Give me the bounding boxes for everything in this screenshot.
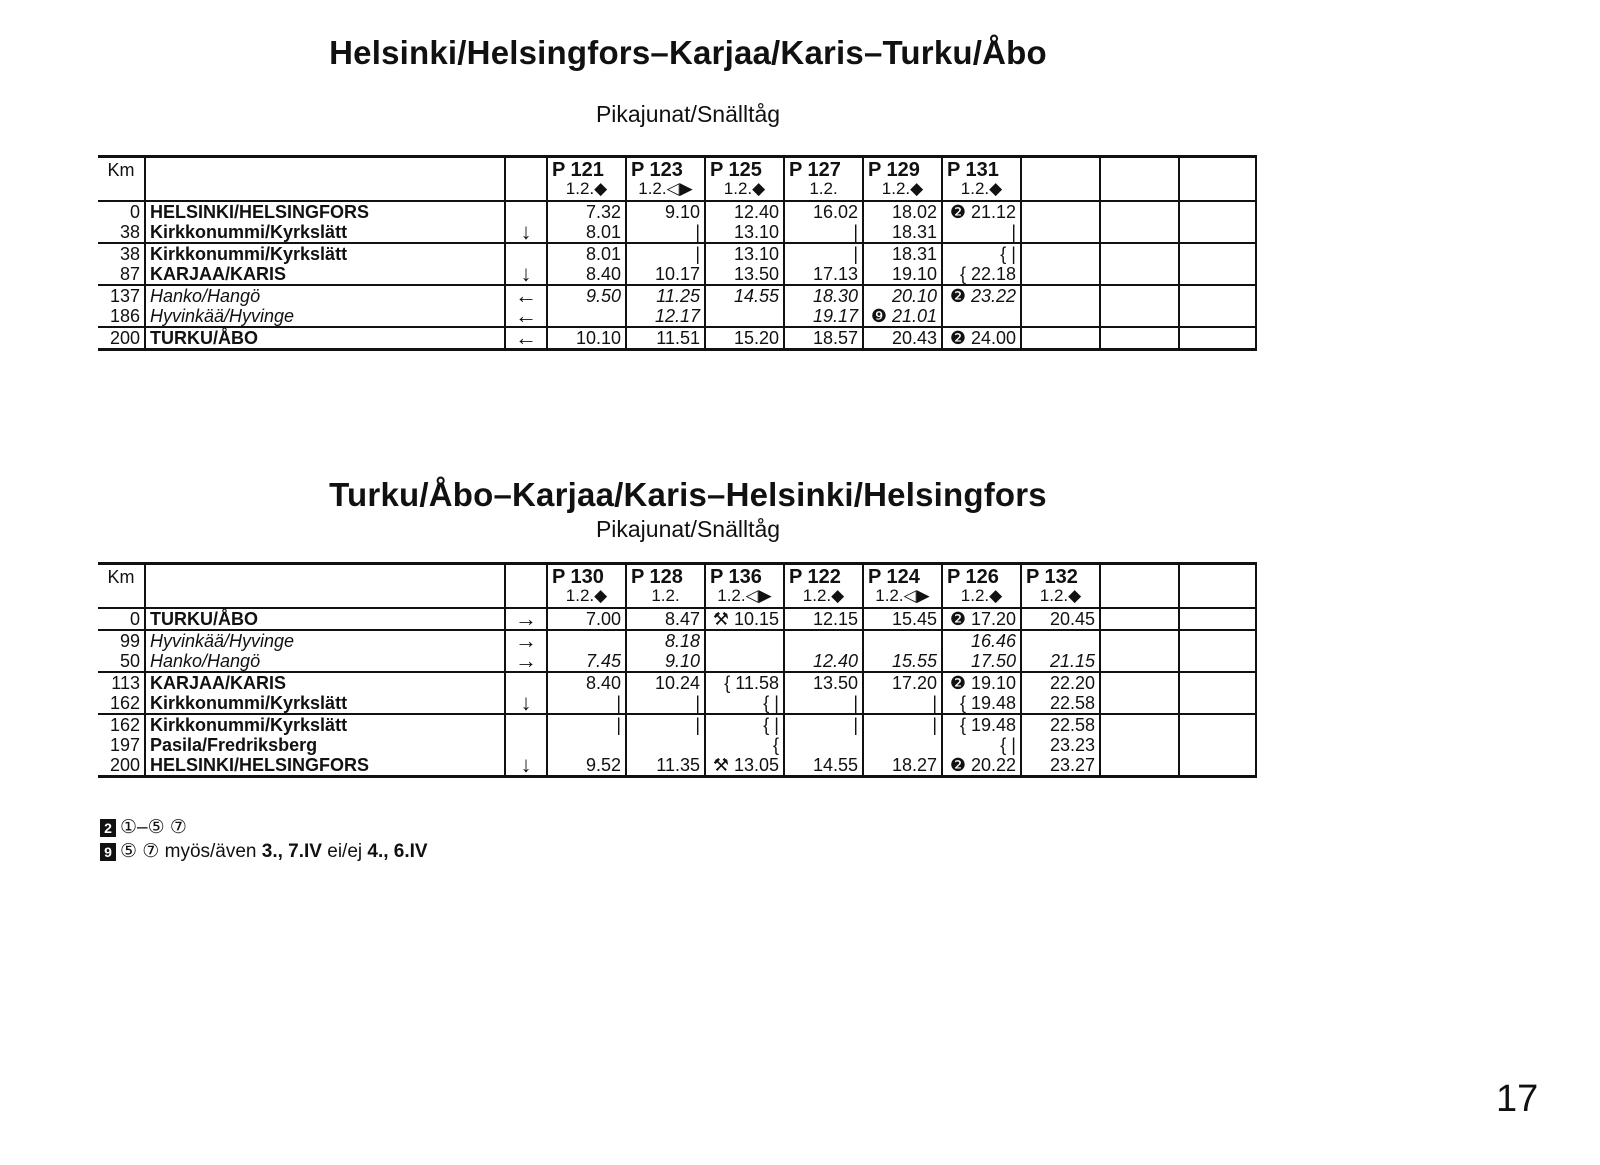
page-number: 17 xyxy=(1496,1078,1539,1120)
empty-cell xyxy=(1100,264,1179,285)
direction-arrow: ← xyxy=(505,327,547,350)
train-header xyxy=(942,157,1021,202)
time-cell: 21.15 xyxy=(1021,651,1100,672)
train-header xyxy=(784,157,863,202)
empty-cell xyxy=(1100,735,1179,755)
train-header xyxy=(1021,564,1100,609)
time-cell: 10.17 xyxy=(626,264,705,285)
arrow-header xyxy=(505,157,547,202)
time-cell: 11.25 xyxy=(626,285,705,306)
time-cell xyxy=(784,630,863,651)
table1-subtitle: Pikajunat/Snälltåg xyxy=(595,101,781,127)
empty-cell xyxy=(1179,630,1256,651)
footnote-text: ⑤ ⑦ myös/även xyxy=(120,841,262,862)
train-header xyxy=(547,564,626,609)
direction-arrow xyxy=(505,201,547,222)
time-cell xyxy=(705,630,784,651)
time-cell: { | xyxy=(705,714,784,735)
table-row xyxy=(98,201,1256,222)
train-class: 1.2.◆ xyxy=(881,179,924,198)
empty-header xyxy=(1179,157,1256,202)
km-cell: 200 xyxy=(98,327,145,350)
train-class: 1.2. xyxy=(651,586,680,605)
time-cell: 14.55 xyxy=(705,285,784,306)
station-name: Kirkkonummi/Kyrkslätt xyxy=(145,222,505,243)
empty-cell xyxy=(1100,755,1179,777)
arrow-header xyxy=(505,564,547,609)
time-cell: ❷ 19.10 xyxy=(942,672,1021,693)
table-row xyxy=(98,651,1256,672)
empty-cell xyxy=(1100,285,1179,306)
time-cell: ⚒ 10.15 xyxy=(705,608,784,630)
station-header xyxy=(145,157,505,202)
table-row xyxy=(98,222,1256,243)
time-cell: 12.17 xyxy=(626,306,705,327)
km-cell: 38 xyxy=(98,243,145,264)
station-name: TURKU/ÅBO xyxy=(145,608,505,630)
time-cell: ❷ 24.00 xyxy=(942,327,1021,350)
time-cell: 20.45 xyxy=(1021,608,1100,630)
direction-arrow xyxy=(505,735,547,755)
time-cell: 12.40 xyxy=(705,201,784,222)
time-cell: ❾ 21.01 xyxy=(863,306,942,327)
empty-cell xyxy=(1100,306,1179,327)
km-cell: 113 xyxy=(98,672,145,693)
station-name: Hanko/Hangö xyxy=(145,651,505,672)
table-row xyxy=(98,693,1256,714)
km-cell: 162 xyxy=(98,714,145,735)
time-cell: | xyxy=(784,222,863,243)
train-class: 1.2.◆ xyxy=(1039,586,1082,605)
time-cell: 18.31 xyxy=(863,243,942,264)
time-cell: { | xyxy=(705,693,784,714)
station-name: TURKU/ÅBO xyxy=(145,327,505,350)
time-cell: ❷ 23.22 xyxy=(942,285,1021,306)
direction-arrow: → xyxy=(505,630,547,651)
time-cell: | xyxy=(784,243,863,264)
train-header xyxy=(626,564,705,609)
footnote-2 xyxy=(100,816,428,840)
km-cell: 137 xyxy=(98,285,145,306)
train-header xyxy=(863,564,942,609)
table-row xyxy=(98,285,1256,306)
time-cell: 8.40 xyxy=(547,264,626,285)
train-number: P 132 xyxy=(1026,566,1078,588)
train-header xyxy=(942,564,1021,609)
empty-cell xyxy=(1021,264,1100,285)
time-cell: 8.18 xyxy=(626,630,705,651)
empty-cell xyxy=(1100,201,1179,222)
train-number: P 125 xyxy=(710,159,762,181)
empty-cell xyxy=(1179,735,1256,755)
train-header xyxy=(863,157,942,202)
empty-cell xyxy=(1179,222,1256,243)
footnote-badge: 9 xyxy=(100,843,116,861)
time-cell: 15.20 xyxy=(705,327,784,350)
time-cell: | xyxy=(942,222,1021,243)
time-cell xyxy=(784,735,863,755)
train-class: 1.2.◆ xyxy=(960,179,1003,198)
km-cell: 200 xyxy=(98,755,145,777)
time-cell: 18.27 xyxy=(863,755,942,777)
train-class: 1.2.◆ xyxy=(565,179,608,198)
empty-cell xyxy=(1021,201,1100,222)
station-header xyxy=(145,564,505,609)
time-cell xyxy=(705,651,784,672)
time-cell: 8.01 xyxy=(547,243,626,264)
time-cell: { 22.18 xyxy=(942,264,1021,285)
time-cell: { 19.48 xyxy=(942,714,1021,735)
empty-cell xyxy=(1100,651,1179,672)
empty-cell xyxy=(1179,285,1256,306)
time-cell: 10.10 xyxy=(547,327,626,350)
time-cell: 8.01 xyxy=(547,222,626,243)
time-cell: 9.10 xyxy=(626,201,705,222)
time-cell: 7.00 xyxy=(547,608,626,630)
station-name: Hanko/Hangö xyxy=(145,285,505,306)
empty-cell xyxy=(1100,327,1179,350)
table-row xyxy=(98,264,1256,285)
empty-cell xyxy=(1100,672,1179,693)
time-cell: 11.35 xyxy=(626,755,705,777)
time-cell: 8.40 xyxy=(547,672,626,693)
footnote-text: ①–⑤ ⑦ xyxy=(120,817,187,838)
train-number: P 122 xyxy=(789,566,841,588)
station-name: KARJAA/KARIS xyxy=(145,672,505,693)
empty-cell xyxy=(1021,306,1100,327)
time-cell: 13.50 xyxy=(705,264,784,285)
time-cell: 22.20 xyxy=(1021,672,1100,693)
time-cell: 15.45 xyxy=(863,608,942,630)
time-cell: | xyxy=(784,693,863,714)
km-cell: 87 xyxy=(98,264,145,285)
km-header: Km xyxy=(98,564,145,609)
time-cell: 14.55 xyxy=(784,755,863,777)
time-cell xyxy=(547,306,626,327)
time-cell: 13.10 xyxy=(705,222,784,243)
table-row xyxy=(98,306,1256,327)
time-cell: 9.10 xyxy=(626,651,705,672)
table-row xyxy=(98,243,1256,264)
km-cell: 50 xyxy=(98,651,145,672)
time-cell: 11.51 xyxy=(626,327,705,350)
km-cell: 186 xyxy=(98,306,145,327)
train-number: P 130 xyxy=(552,566,604,588)
empty-header xyxy=(1100,564,1179,609)
time-cell: | xyxy=(626,243,705,264)
time-cell: | xyxy=(784,714,863,735)
table2-title: Turku/Åbo–Karjaa/Karis–Helsinki/Helsingfors xyxy=(329,476,1047,513)
empty-cell xyxy=(1179,608,1256,630)
time-cell: 8.47 xyxy=(626,608,705,630)
empty-cell xyxy=(1021,222,1100,243)
empty-cell xyxy=(1179,264,1256,285)
train-class: 1.2.◆ xyxy=(960,586,1003,605)
empty-header xyxy=(1100,157,1179,202)
header-row xyxy=(98,564,1256,609)
time-cell: 23.27 xyxy=(1021,755,1100,777)
time-cell: 19.10 xyxy=(863,264,942,285)
timetable-helsinki-turku xyxy=(98,155,1257,351)
footnote-dates: 4., 6.IV xyxy=(367,841,428,862)
direction-arrow xyxy=(505,243,547,264)
time-cell: 10.24 xyxy=(626,672,705,693)
time-cell: | xyxy=(863,693,942,714)
time-cell: ❷ 20.22 xyxy=(942,755,1021,777)
table-row xyxy=(98,672,1256,693)
train-header xyxy=(626,157,705,202)
km-cell: 0 xyxy=(98,201,145,222)
direction-arrow: ↓ xyxy=(505,264,547,285)
time-cell: 17.50 xyxy=(942,651,1021,672)
table-row xyxy=(98,327,1256,350)
empty-cell xyxy=(1179,201,1256,222)
empty-header xyxy=(1179,564,1256,609)
train-header xyxy=(705,564,784,609)
table-row xyxy=(98,608,1256,630)
footnote-text: ei/ej xyxy=(321,841,368,862)
direction-arrow: → xyxy=(505,608,547,630)
footnote-badge: 2 xyxy=(100,819,116,837)
train-number: P 123 xyxy=(631,159,683,181)
time-cell: { | xyxy=(942,735,1021,755)
station-name: KARJAA/KARIS xyxy=(145,264,505,285)
time-cell: ❷ 17.20 xyxy=(942,608,1021,630)
train-number: P 127 xyxy=(789,159,841,181)
time-cell: 16.02 xyxy=(784,201,863,222)
time-cell: 22.58 xyxy=(1021,693,1100,714)
direction-arrow: ↓ xyxy=(505,222,547,243)
time-cell: 9.50 xyxy=(547,285,626,306)
train-number: P 126 xyxy=(947,566,999,588)
time-cell: 18.02 xyxy=(863,201,942,222)
train-number: P 136 xyxy=(710,566,762,588)
train-class: 1.2.◆ xyxy=(723,179,766,198)
empty-cell xyxy=(1100,608,1179,630)
km-cell: 99 xyxy=(98,630,145,651)
time-cell: 19.17 xyxy=(784,306,863,327)
time-cell xyxy=(1021,630,1100,651)
footnote-dates: 3., 7.IV xyxy=(261,841,322,862)
time-cell xyxy=(547,630,626,651)
train-class: 1.2.◆ xyxy=(802,586,845,605)
time-cell: 12.15 xyxy=(784,608,863,630)
header-row xyxy=(98,157,1256,202)
time-cell: ⚒ 13.05 xyxy=(705,755,784,777)
train-class: 1.2. xyxy=(809,179,838,198)
empty-cell xyxy=(1179,327,1256,350)
km-cell: 197 xyxy=(98,735,145,755)
empty-cell xyxy=(1100,630,1179,651)
time-cell: 13.10 xyxy=(705,243,784,264)
train-header xyxy=(547,157,626,202)
time-cell: 22.58 xyxy=(1021,714,1100,735)
time-cell: { 11.58 xyxy=(705,672,784,693)
time-cell: | xyxy=(626,693,705,714)
empty-cell xyxy=(1179,651,1256,672)
time-cell xyxy=(626,735,705,755)
table-row xyxy=(98,735,1256,755)
time-cell: ❷ 21.12 xyxy=(942,201,1021,222)
km-cell: 38 xyxy=(98,222,145,243)
time-cell: { xyxy=(705,735,784,755)
time-cell: 23.23 xyxy=(1021,735,1100,755)
table-row xyxy=(98,714,1256,735)
station-name: Hyvinkää/Hyvinge xyxy=(145,306,505,327)
time-cell: 18.30 xyxy=(784,285,863,306)
time-cell: 7.32 xyxy=(547,201,626,222)
time-cell: 13.50 xyxy=(784,672,863,693)
time-cell: 17.20 xyxy=(863,672,942,693)
time-cell xyxy=(863,735,942,755)
train-header xyxy=(705,157,784,202)
train-number: P 129 xyxy=(868,159,920,181)
time-cell xyxy=(863,630,942,651)
time-cell: 20.43 xyxy=(863,327,942,350)
direction-arrow: ← xyxy=(505,285,547,306)
direction-arrow: → xyxy=(505,651,547,672)
time-cell xyxy=(547,735,626,755)
station-name: Kirkkonummi/Kyrkslätt xyxy=(145,714,505,735)
time-cell: 12.40 xyxy=(784,651,863,672)
direction-arrow xyxy=(505,714,547,735)
table-row xyxy=(98,630,1256,651)
time-cell: 7.45 xyxy=(547,651,626,672)
empty-cell xyxy=(1021,285,1100,306)
time-cell: { 19.48 xyxy=(942,693,1021,714)
table2-subtitle: Pikajunat/Snälltåg xyxy=(595,516,781,542)
empty-header xyxy=(1021,157,1100,202)
time-cell: 16.46 xyxy=(942,630,1021,651)
train-class: 1.2.◁▶ xyxy=(875,586,930,605)
km-header: Km xyxy=(98,157,145,202)
empty-cell xyxy=(1100,714,1179,735)
empty-cell xyxy=(1179,243,1256,264)
station-name: Pasila/Fredriksberg xyxy=(145,735,505,755)
time-cell: 15.55 xyxy=(863,651,942,672)
train-class: 1.2.◆ xyxy=(565,586,608,605)
train-number: P 131 xyxy=(947,159,999,181)
km-cell: 162 xyxy=(98,693,145,714)
footnote-9 xyxy=(100,840,428,864)
empty-cell xyxy=(1179,714,1256,735)
table1-title: Helsinki/Helsingfors–Karjaa/Karis–Turku/Åbo xyxy=(329,34,1047,71)
train-number: P 128 xyxy=(631,566,683,588)
time-cell: | xyxy=(626,222,705,243)
time-cell: 20.10 xyxy=(863,285,942,306)
empty-cell xyxy=(1021,243,1100,264)
time-cell: | xyxy=(547,693,626,714)
station-name: HELSINKI/HELSINGFORS xyxy=(145,755,505,777)
empty-cell xyxy=(1179,672,1256,693)
empty-cell xyxy=(1100,693,1179,714)
direction-arrow: ↓ xyxy=(505,755,547,777)
direction-arrow: ← xyxy=(505,306,547,327)
train-class: 1.2.◁▶ xyxy=(717,586,772,605)
time-cell xyxy=(942,306,1021,327)
empty-cell xyxy=(1179,755,1256,777)
direction-arrow: ↓ xyxy=(505,693,547,714)
train-header xyxy=(784,564,863,609)
timetable-turku-helsinki xyxy=(98,562,1257,778)
time-cell: | xyxy=(547,714,626,735)
empty-cell xyxy=(1100,243,1179,264)
time-cell: 9.52 xyxy=(547,755,626,777)
time-cell: | xyxy=(863,714,942,735)
station-name: Kirkkonummi/Kyrkslätt xyxy=(145,243,505,264)
empty-cell xyxy=(1021,327,1100,350)
time-cell: | xyxy=(626,714,705,735)
time-cell: { | xyxy=(942,243,1021,264)
station-name: HELSINKI/HELSINGFORS xyxy=(145,201,505,222)
train-number: P 121 xyxy=(552,159,604,181)
empty-cell xyxy=(1179,693,1256,714)
km-cell: 0 xyxy=(98,608,145,630)
station-name: Hyvinkää/Hyvinge xyxy=(145,630,505,651)
empty-cell xyxy=(1100,222,1179,243)
time-cell: 18.31 xyxy=(863,222,942,243)
footnotes xyxy=(100,816,428,864)
time-cell: 18.57 xyxy=(784,327,863,350)
empty-cell xyxy=(1179,306,1256,327)
direction-arrow xyxy=(505,672,547,693)
table-row xyxy=(98,755,1256,777)
time-cell xyxy=(705,306,784,327)
time-cell: 17.13 xyxy=(784,264,863,285)
station-name: Kirkkonummi/Kyrkslätt xyxy=(145,693,505,714)
train-class: 1.2.◁▶ xyxy=(638,179,693,198)
train-number: P 124 xyxy=(868,566,920,588)
